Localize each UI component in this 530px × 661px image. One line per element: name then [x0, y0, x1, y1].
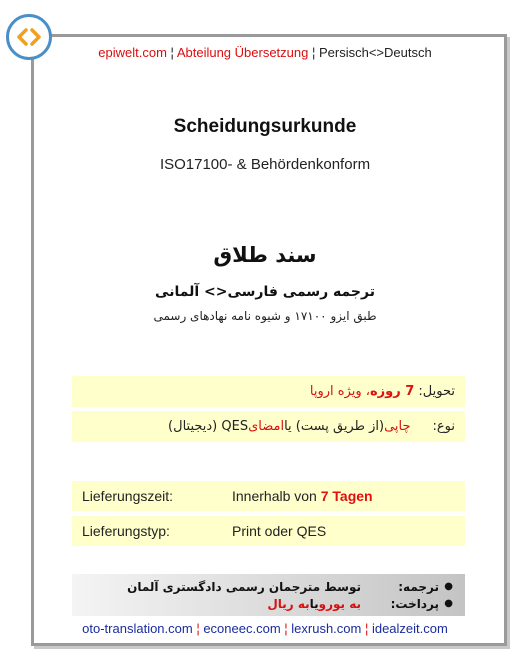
footer-link[interactable]: idealzeit.com [371, 621, 448, 636]
document-subtitle-de: ISO17100- & Behördenkonform [159, 156, 371, 173]
document-note-fa: طبق ایزو ۱۷۱۰۰ و شیوه نامه نهادهای رسمی [153, 309, 377, 323]
de-delivery-prefix: Innerhalb von [232, 488, 317, 504]
fa-type-sign: امضای [248, 419, 285, 434]
footer-link[interactable]: oto-translation.com [82, 621, 193, 636]
header-separator: ¦ [166, 45, 177, 60]
bullet-icon: ● [444, 581, 453, 592]
de-delivery-label: Lieferungszeit: [82, 488, 174, 504]
fa-footer-translation [72, 578, 453, 595]
fa-delivery-box [72, 376, 465, 407]
link-separator: ¦ [361, 621, 372, 636]
fa-type-sign-rest: QES (دیجیتال) [168, 419, 249, 434]
payment-euro: به یورو [318, 596, 361, 611]
site-link[interactable]: epiwelt.com [98, 45, 167, 60]
footer-link[interactable]: lexrush.com [291, 621, 362, 636]
payment-label: پرداخت: [390, 596, 439, 611]
de-delivery-days: 7 Tagen [320, 488, 373, 504]
fa-delivery-rest: ، ویژه اروپا [309, 384, 370, 399]
fa-footer-box [72, 574, 465, 616]
department-link[interactable]: Abteilung Übersetzung [176, 45, 309, 60]
fa-type-print: چاپی [384, 419, 411, 434]
fa-delivery-label: تحویل: [418, 384, 455, 399]
de-type-box [72, 516, 465, 546]
footer-link[interactable]: econeec.com [203, 621, 281, 636]
footer-links [0, 621, 530, 636]
header-line [0, 45, 530, 60]
document-subtitle-fa: ترجمه رسمی فارسی<> آلمانی [155, 284, 375, 300]
document-title-fa: سند طلاق [213, 243, 317, 267]
fa-type-label: نوع: [432, 419, 455, 434]
fa-footer-payment [72, 595, 453, 612]
fa-type-box [72, 411, 465, 442]
document-title-de: Scheidungsurkunde [173, 116, 357, 137]
translation-value: توسط مترجمان رسمی دادگستری آلمان [127, 579, 361, 594]
translation-label: ترجمه: [398, 579, 439, 594]
de-delivery-box [72, 481, 465, 511]
bullet-icon: ● [444, 598, 453, 609]
fa-delivery-days: 7 روزه [369, 384, 415, 399]
link-separator: ¦ [280, 621, 292, 636]
de-type-value: Print oder QES [232, 523, 327, 539]
payment-rial: به ریال [267, 596, 310, 611]
link-separator: ¦ [192, 621, 204, 636]
fa-type-print-note: (از طریق پست) یا [284, 419, 385, 434]
language-pair: Persisch<>Deutsch [318, 45, 432, 60]
header-separator: ¦ [308, 45, 319, 60]
de-type-label: Lieferungstyp: [82, 523, 170, 539]
payment-or: یا [309, 596, 319, 611]
